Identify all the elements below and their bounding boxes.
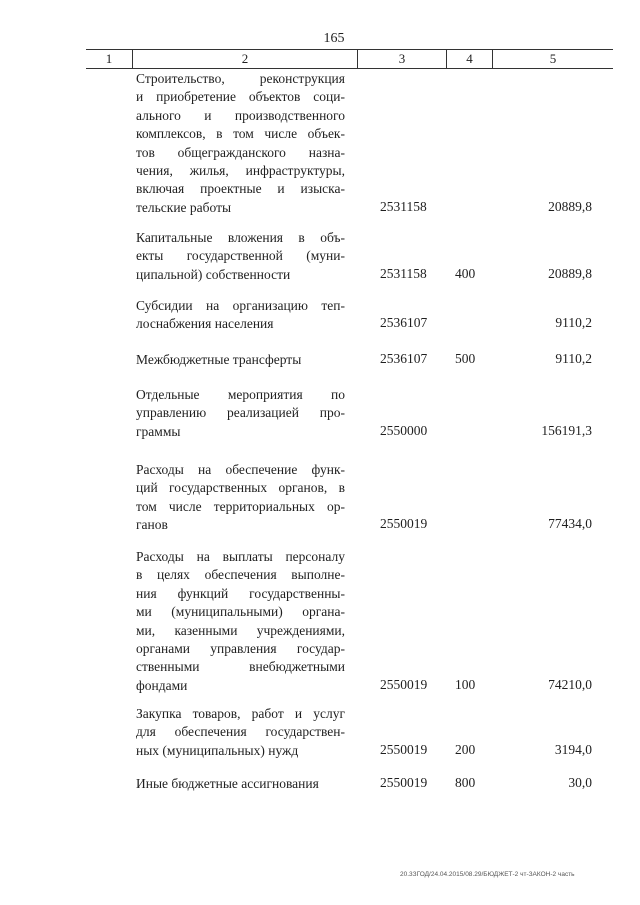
description-line: лоснабжения населения — [136, 316, 274, 332]
description-line: чения, жилья, инфраструктуры, — [136, 163, 345, 179]
description-line: ми, казенными учреждениями, — [136, 622, 345, 638]
row-amount: 9110,2 — [555, 351, 592, 366]
column-header-5: 5 — [549, 51, 557, 66]
row-expense-type: 100 — [455, 676, 476, 692]
row-description — [136, 351, 345, 369]
row-code: 2550019 — [380, 741, 428, 757]
row-description — [136, 775, 345, 793]
row-amount: 30,0 — [568, 775, 592, 790]
row-amount: 156191,3 — [541, 422, 592, 438]
row-expense-type: 200 — [455, 741, 476, 757]
row-amount: 77434,0 — [548, 516, 592, 532]
description-line: Расходы на обеспечение функ- — [136, 462, 345, 477]
row-amount: 20889,8 — [548, 265, 592, 281]
row-description — [136, 229, 345, 284]
row-expense-type: 500 — [455, 351, 476, 366]
description-line: ных (муниципальных) нужд — [136, 742, 299, 758]
description-line: Строительство, реконструкция — [136, 71, 345, 86]
column-header-1: 1 — [86, 50, 133, 68]
row-description — [136, 461, 345, 535]
row-description — [136, 386, 345, 441]
description-line: том числе территориальных ор- — [136, 498, 345, 514]
description-line: и приобретение объектов соци- — [136, 89, 345, 105]
description-line: Иные бюджетные ассигнования — [136, 776, 319, 791]
description-line: ми (муниципальными) органа- — [136, 604, 345, 620]
row-code: 2536107 — [380, 351, 428, 366]
description-line: тов общегражданского назна- — [136, 144, 345, 160]
row-code: 2550019 — [380, 676, 428, 692]
description-line: для обеспечения государствен- — [136, 724, 345, 740]
row-description — [136, 548, 345, 695]
description-line: ального и производственного — [136, 107, 345, 123]
column-header-3: 3 — [358, 50, 447, 68]
description-line: органами управления государ- — [136, 641, 345, 657]
row-expense-type: 800 — [455, 775, 476, 790]
description-line: фондами — [136, 677, 188, 693]
row-code: 2550019 — [380, 775, 428, 790]
description-line: граммы — [136, 423, 181, 439]
row-expense-type: 400 — [455, 265, 476, 281]
row-code: 2531158 — [380, 198, 427, 214]
row-code: 2536107 — [380, 315, 428, 331]
row-amount: 74210,0 — [548, 676, 592, 692]
description-line: Субсидии на организацию теп- — [136, 298, 345, 313]
row-description — [136, 297, 345, 334]
column-header-4: 4 — [447, 50, 493, 68]
row-description — [136, 70, 345, 217]
column-header-2: 2 — [133, 50, 358, 68]
description-line: комплексов, в том числе объек- — [136, 126, 345, 142]
description-line: Закупка товаров, работ и услуг — [136, 706, 345, 721]
description-line: Расходы на выплаты персоналу — [136, 549, 345, 564]
description-line: ния функций государственны- — [136, 585, 345, 601]
description-line: ганов — [136, 517, 168, 533]
description-line: в целях обеспечения выполне- — [136, 567, 345, 583]
footer-file-path: 20.3ЗГОД/24.04.2015/08.29/БЮДЖЕТ-2 чт-ЗАКОН-2 часть — [400, 871, 575, 878]
row-amount: 9110,2 — [555, 315, 592, 331]
description-line: екты государственной (муни- — [136, 248, 345, 264]
description-line: ций государственных органов, в — [136, 480, 345, 496]
row-amount: 20889,8 — [548, 198, 592, 214]
row-code: 2550000 — [380, 422, 428, 438]
description-line: включая проектные и изыска- — [136, 181, 345, 197]
row-code: 2531158 — [380, 265, 427, 281]
row-amount: 3194,0 — [554, 741, 592, 757]
row-description — [136, 705, 345, 760]
description-line: управлению реализацией про- — [136, 405, 345, 421]
description-line: тельские работы — [136, 199, 232, 215]
description-line: ственными внебюджетными — [136, 659, 345, 675]
row-code: 2550019 — [380, 516, 428, 532]
description-line: ципальной) собственности — [136, 266, 291, 282]
description-line: Отдельные мероприятия по — [136, 387, 345, 402]
description-line: Капитальные вложения в объ- — [136, 230, 345, 245]
table-header — [86, 49, 613, 69]
page-number: 165 — [323, 31, 345, 46]
description-line: Межбюджетные трансферты — [136, 352, 302, 367]
